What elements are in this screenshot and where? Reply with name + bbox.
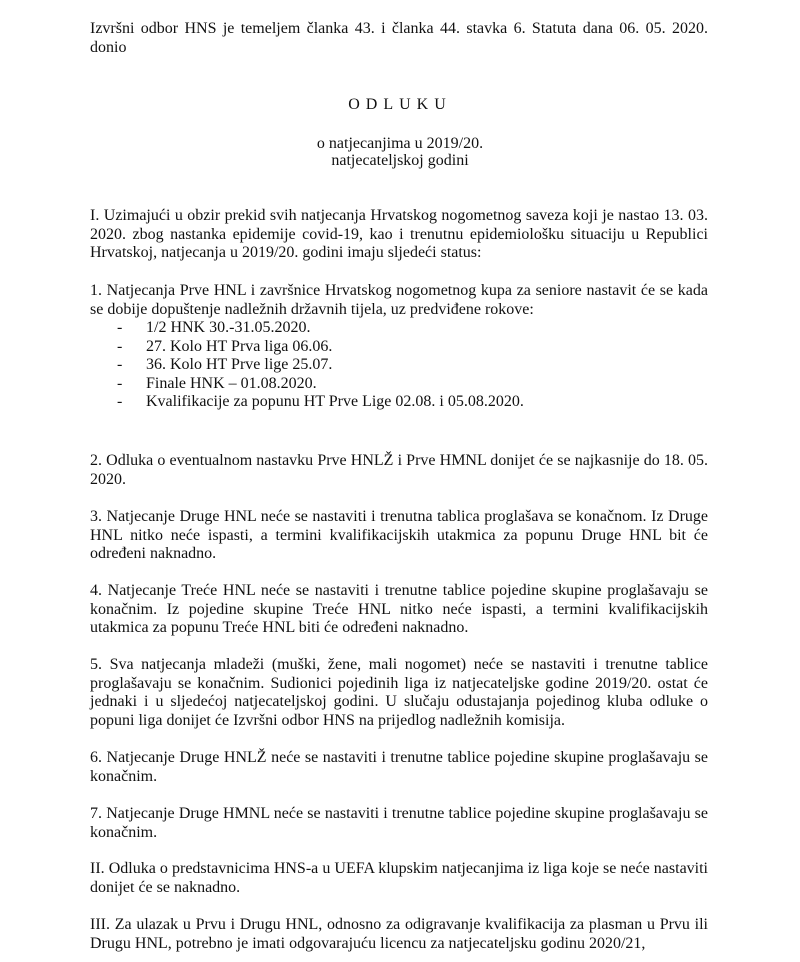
item-2-paragraph: 2. Odluka o eventualnom nastavku Prve HNLŽ i Prve HMNL donijet će se najkasnije do 18. 05. 2020.: [90, 452, 708, 488]
list-item: - Kvalifikacije za popunu HT Prve Lige 02.08. i 05.08.2020.: [90, 393, 708, 412]
section-ii-paragraph: II. Odluka o predstavnicima HNS-a u UEFA klupskim natjecanjima iz liga koje se neće nastaviti donijet će se naknadno.: [90, 860, 708, 896]
item-7-paragraph: 7. Natjecanje Druge HMNL neće se nastaviti i trenutne tablice pojedine skupine proglašavaju se konačnim.: [90, 805, 708, 841]
subtitle-line-2: natjecateljskoj godini: [331, 152, 469, 169]
item-5-paragraph: 5. Sva natjecanja mladeži (muški, žene, mali nogomet) neće se nastaviti i trenutne tablice proglašavaju se konačnim. Sudionici pojedinih liga iz natjecateljske godine 2019/20. ostat će jednaki i u sljedećoj natjecateljskoj godini. U slučaju odustajanja pojedinog kluba odluke o popuni liga donijet će Izvršni odbor HNS na prijedlog nadležnih komisija.: [90, 656, 708, 729]
item-3-paragraph: 3. Natjecanje Druge HNL neće se nastaviti i trenutna tablica proglašava se konačnom. Iz Druge HNL nitko neće ispasti, a termini kvalifikacijskih utakmica za popunu Druge HNL bit će određeni naknadno.: [90, 508, 708, 562]
subtitle-line-1: o natjecanjima u 2019/20.: [316, 135, 484, 152]
list-item: - 1/2 HNK 30.-31.05.2020.: [90, 319, 708, 338]
item-1-paragraph: 1. Natjecanja Prve HNL i završnice Hrvatskog nogometnog kupa za seniore nastavit će se kada se dobije dopuštenje nadležnih državnih tijela, uz predviđene rokove:: [90, 282, 708, 318]
list-item: - 27. Kolo HT Prva liga 06.06.: [90, 338, 708, 357]
item-6-paragraph: 6. Natjecanje Druge HNLŽ neće se nastaviti i trenutne tablice pojedine skupine proglašavaju se konačnim.: [90, 749, 708, 785]
section-i-paragraph: I. Uzimajući u obzir prekid svih natjecanja Hrvatskog nogometnog saveza koji je nastao 13. 03. 2020. zbog nastanka epidemije covid-19, kao i trenutnu epidemiološku situaciju u Republici Hrvatskoj, natjecanja u 2019/20. godini imaju sljedeći status:: [90, 207, 708, 261]
item-1-list-container: [90, 319, 708, 412]
schedule-list: [90, 319, 708, 412]
intro-paragraph: Izvršni odbor HNS je temeljem članka 43. i članka 44. stavka 6. Statuta dana 06. 05. 2020. donio: [90, 20, 708, 56]
list-item: - 36. Kolo HT Prve lige 25.07.: [90, 356, 708, 375]
list-item: - Finale HNK – 01.08.2020.: [90, 375, 708, 394]
section-iii-paragraph: III. Za ulazak u Prvu i Drugu HNL, odnosno za odigravanje kvalifikacija za plasman u Prvu ili Drugu HNL, potrebno je imati odgovarajuću licencu za natjecateljsku godinu 2020/21,: [90, 916, 708, 952]
item-4-paragraph: 4. Natjecanje Treće HNL neće se nastaviti i trenutne tablice pojedine skupine proglašavaju se konačnim. Iz pojedine skupine Treće HNL nitko neće ispasti, a termini kvalifikacijskih utakmica za popunu Treće HNL biti će određeni naknadno.: [90, 582, 708, 636]
document-title: ODLUKU: [348, 96, 452, 113]
